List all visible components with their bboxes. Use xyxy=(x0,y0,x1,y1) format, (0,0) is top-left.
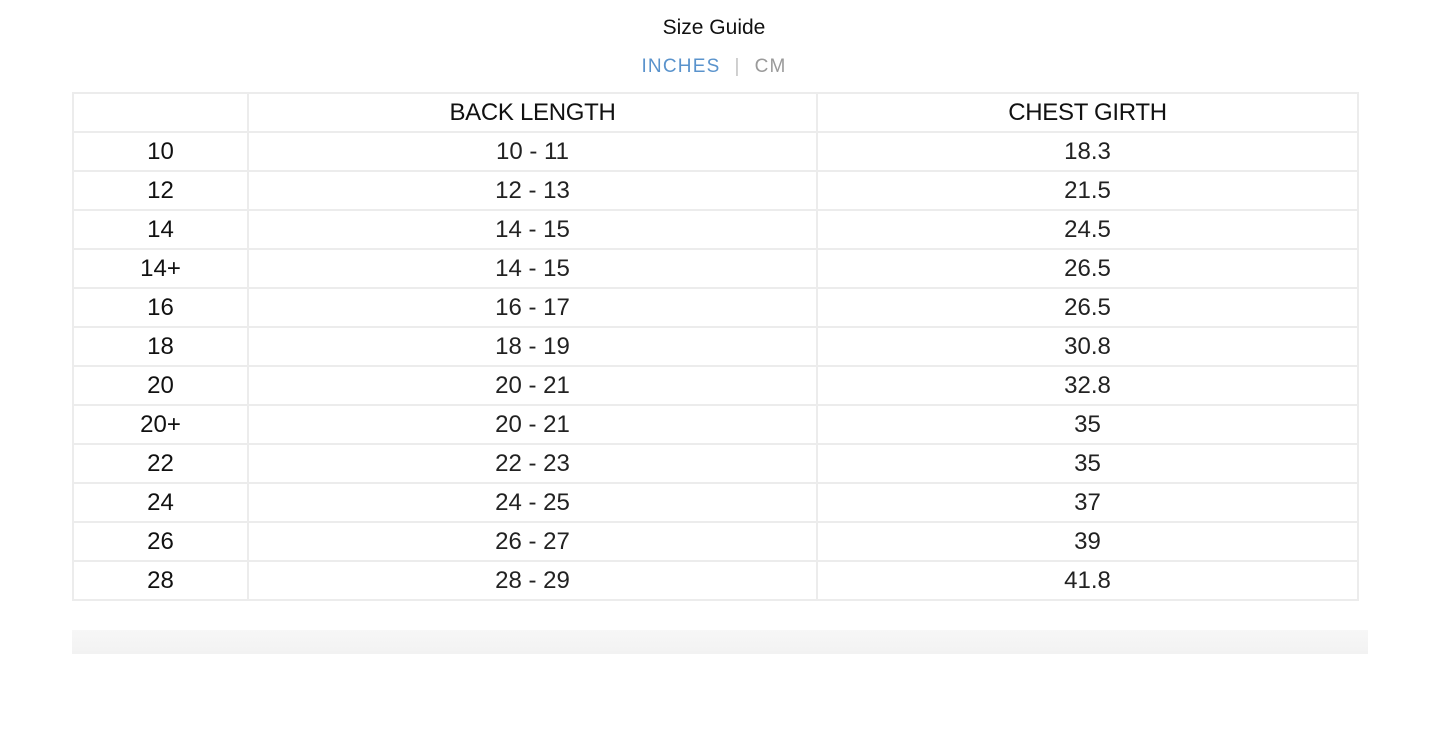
table-row xyxy=(73,405,1358,444)
chest-girth-cell: 32.8 xyxy=(817,366,1358,405)
unit-cm-tab[interactable]: CM xyxy=(754,56,787,77)
chest-girth-cell: 41.8 xyxy=(817,561,1358,600)
table-row xyxy=(73,561,1358,600)
size-cell: 12 xyxy=(73,171,248,210)
chest-girth-cell: 35 xyxy=(817,405,1358,444)
chest-girth-cell: 21.5 xyxy=(817,171,1358,210)
chest-girth-cell: 39 xyxy=(817,522,1358,561)
back-length-cell: 18 - 19 xyxy=(248,327,817,366)
back-length-cell: 20 - 21 xyxy=(248,405,817,444)
size-table xyxy=(72,92,1359,601)
table-row xyxy=(73,522,1358,561)
size-cell: 14 xyxy=(73,210,248,249)
table-row xyxy=(73,483,1358,522)
back-length-cell: 24 - 25 xyxy=(248,483,817,522)
size-cell: 16 xyxy=(73,288,248,327)
table-row xyxy=(73,288,1358,327)
table-header-row xyxy=(73,93,1358,132)
chest-girth-cell: 24.5 xyxy=(817,210,1358,249)
chest-girth-cell: 35 xyxy=(817,444,1358,483)
header-chest-girth: CHEST GIRTH xyxy=(817,93,1358,132)
unit-inches-tab[interactable]: INCHES xyxy=(641,56,721,77)
size-table-container xyxy=(72,92,1357,601)
size-cell: 26 xyxy=(73,522,248,561)
chest-girth-cell: 30.8 xyxy=(817,327,1358,366)
chest-girth-cell: 26.5 xyxy=(817,288,1358,327)
back-length-cell: 22 - 23 xyxy=(248,444,817,483)
table-bottom-shadow xyxy=(72,630,1368,654)
table-row xyxy=(73,366,1358,405)
back-length-cell: 14 - 15 xyxy=(248,249,817,288)
back-length-cell: 26 - 27 xyxy=(248,522,817,561)
unit-separator: | xyxy=(734,56,741,77)
size-cell: 20 xyxy=(73,366,248,405)
size-cell: 10 xyxy=(73,132,248,171)
table-row xyxy=(73,132,1358,171)
size-cell: 22 xyxy=(73,444,248,483)
table-row xyxy=(73,210,1358,249)
table-body xyxy=(73,132,1358,600)
size-cell: 14+ xyxy=(73,249,248,288)
header-back-length: BACK LENGTH xyxy=(248,93,817,132)
back-length-cell: 12 - 13 xyxy=(248,171,817,210)
table-row xyxy=(73,171,1358,210)
chest-girth-cell: 37 xyxy=(817,483,1358,522)
size-cell: 24 xyxy=(73,483,248,522)
table-row xyxy=(73,444,1358,483)
chest-girth-cell: 18.3 xyxy=(817,132,1358,171)
unit-toggle xyxy=(0,54,1428,80)
back-length-cell: 16 - 17 xyxy=(248,288,817,327)
table-row xyxy=(73,327,1358,366)
size-cell: 28 xyxy=(73,561,248,600)
back-length-cell: 20 - 21 xyxy=(248,366,817,405)
back-length-cell: 14 - 15 xyxy=(248,210,817,249)
size-cell: 18 xyxy=(73,327,248,366)
chest-girth-cell: 26.5 xyxy=(817,249,1358,288)
back-length-cell: 10 - 11 xyxy=(248,132,817,171)
header-size xyxy=(73,93,248,132)
size-cell: 20+ xyxy=(73,405,248,444)
size-guide-title: Size Guide xyxy=(662,16,766,39)
back-length-cell: 28 - 29 xyxy=(248,561,817,600)
table-row xyxy=(73,249,1358,288)
